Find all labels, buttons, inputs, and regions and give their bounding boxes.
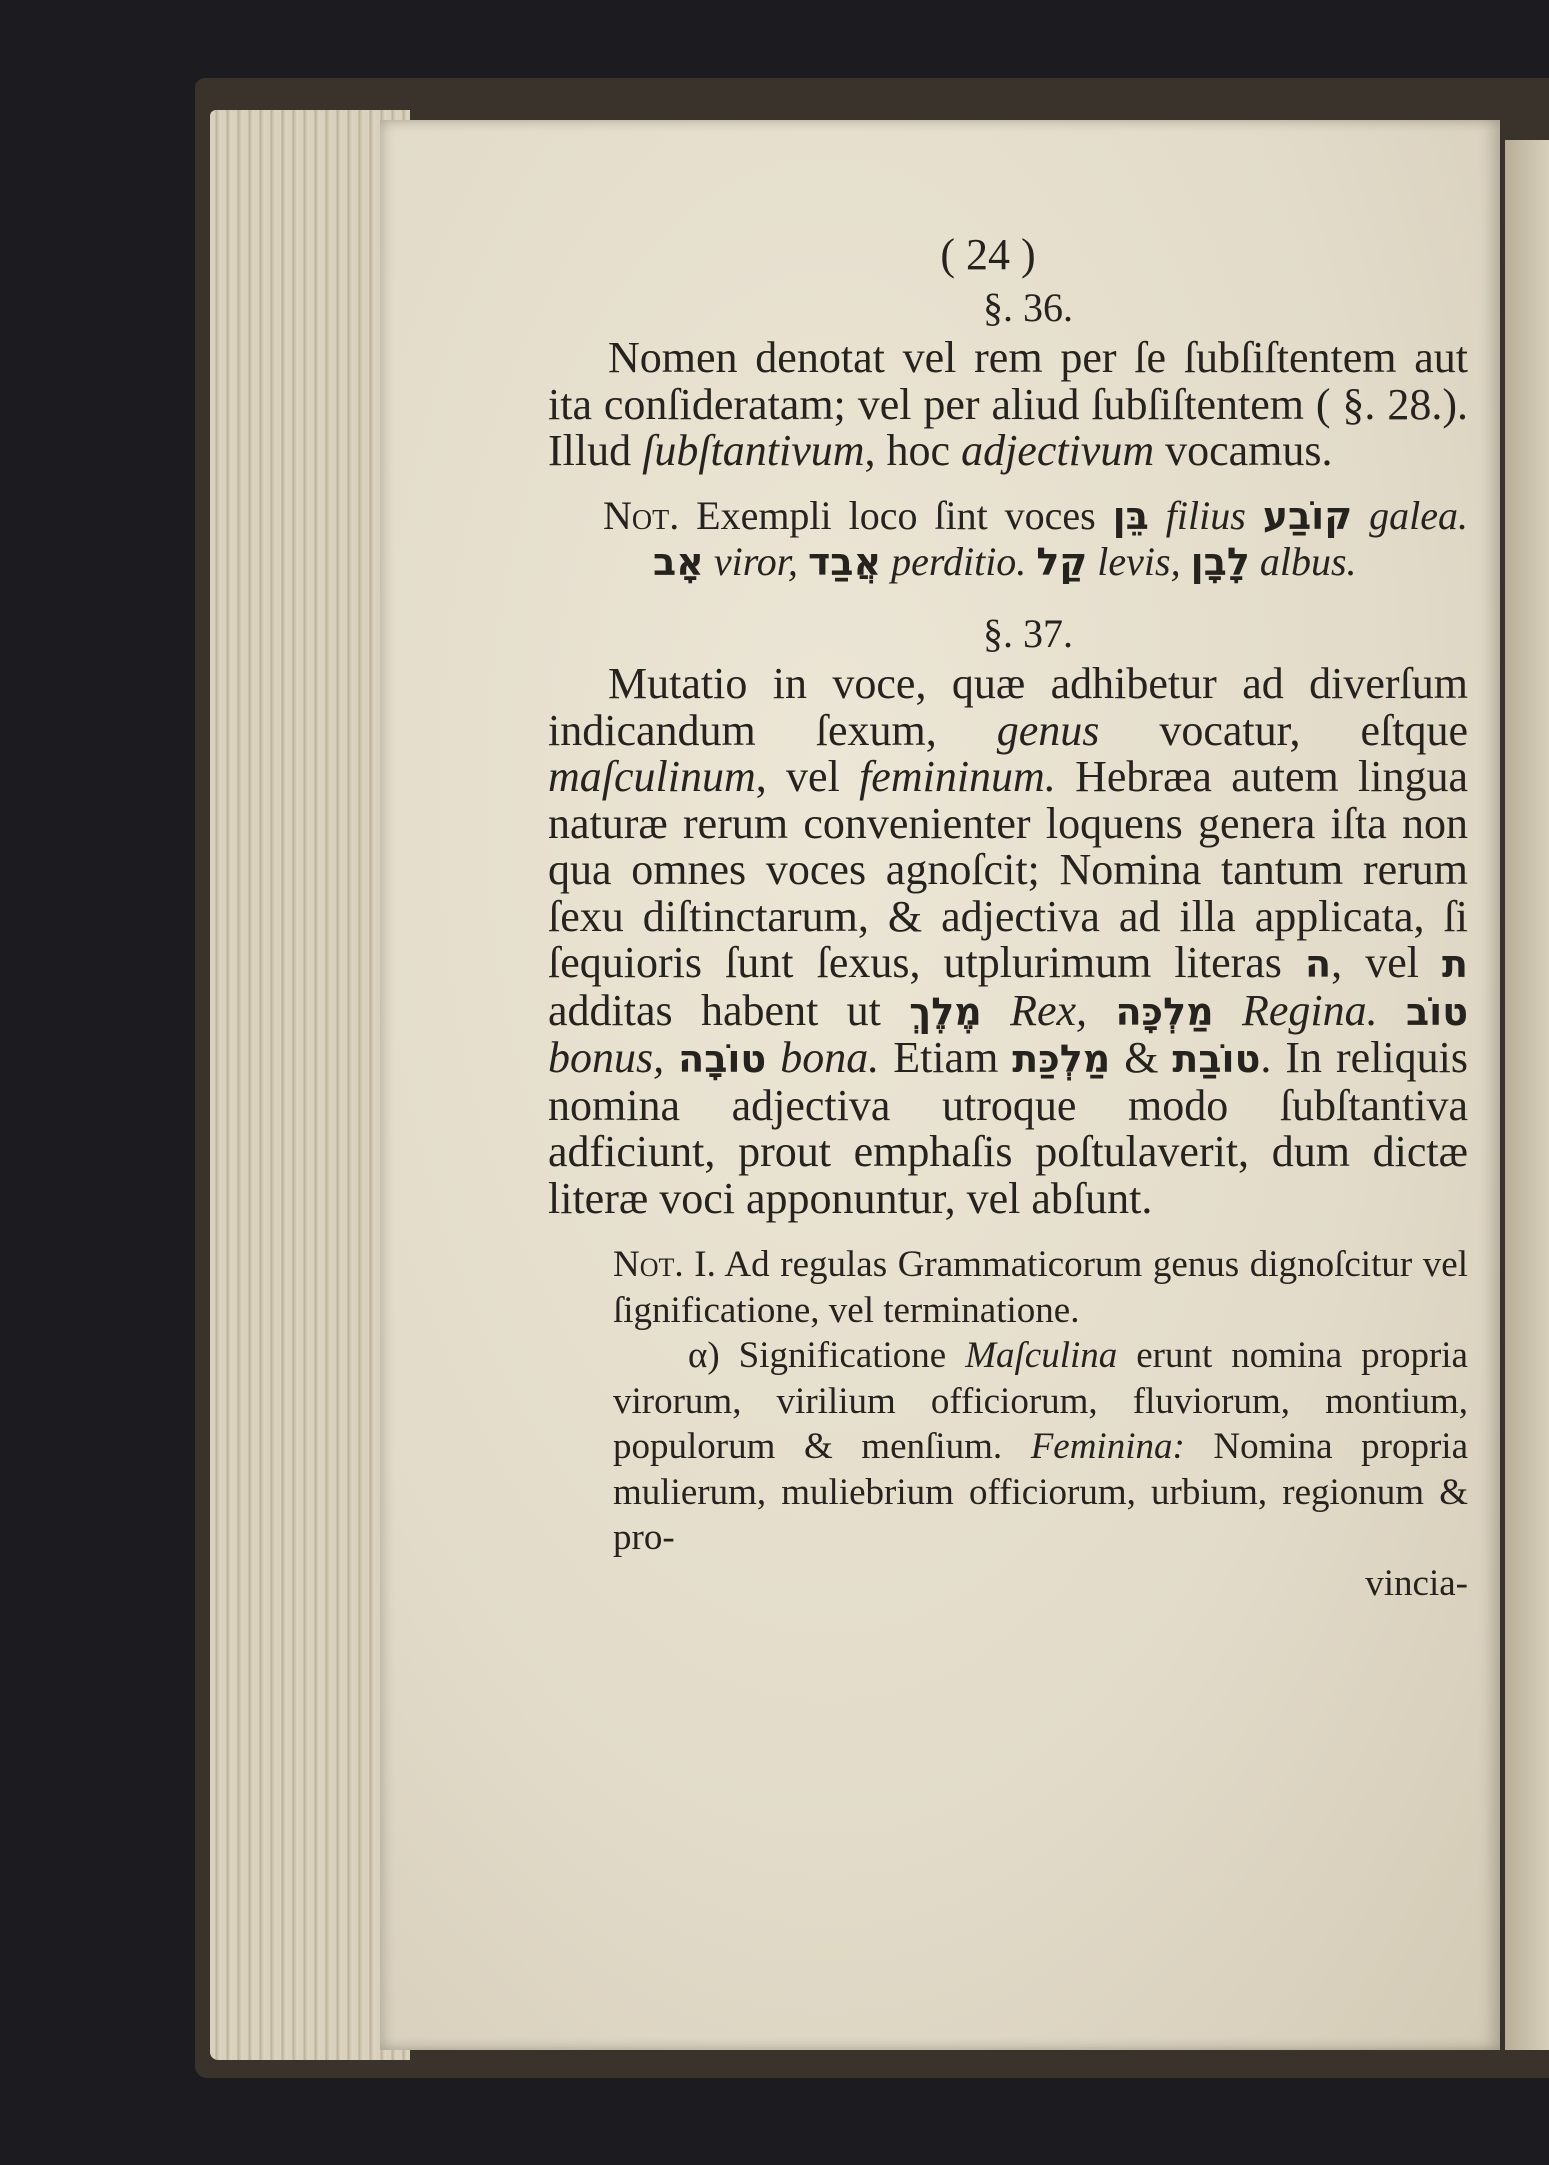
paragraph-37: Mutatio in voce, quæ adhibetur ad diverſum indicandum ſexum, genus vocatur, eſtque maſculinum, vel femininum. Hebræa autem lingua naturæ rerum convenienter loquens genera iſta non qua omnes voces agnoſcit; Nomina tantum rerum ſexu diſtinctarum, & adjectiva ad illa applicata, ſi ſequioris ſunt ſexus, utplurimum literas ה, vel ת additas habent ut מֶלֶךְ Rex, מַלְכָּה Regina. טוֹב bonus, טוֹבָה bona. Etiam מַלְכַּת & טוֹבַת. In reliquis nomina adjectiva utroque modo ſubſtantiva adficiunt, prout emphaſis poſtulaverit, dum dictæ literæ voci apponuntur, vel abſunt.: [548, 659, 1469, 1223]
note-36: Not. Exempli loco ſint voces בֵּן filius קוֹבַע galea. אָב viror, אֲבַד perditio. קַל levis, לָבָן albus.: [603, 492, 1468, 584]
catchword: vincia-: [1365, 1562, 1468, 1604]
facing-page-edge: [1505, 140, 1549, 2050]
section-heading-37: §. 37.: [983, 610, 1073, 656]
page-number: ( 24 ): [940, 230, 1036, 279]
page-text: [548, 232, 1468, 1606]
paragraph-36: Nomen denotat vel rem per ſe ſubſiſtentem aut ita conſideratam; vel per aliud ſubſiſtentem ( §. 28.). Illud ſubſtantivum, hoc adjectivum vocamus.: [548, 333, 1468, 475]
note-37: [613, 1242, 1468, 1606]
note-37-subpoint: α) Significatione Maſculina erunt nomina propria virorum, virilium officiorum, fluviorum, montium, populorum & menſium. Feminina: Nomina propria mulierum, muliebrium officiorum, urbium, regionum & pro-: [613, 1335, 1469, 1558]
section-heading-36: §. 36.: [983, 284, 1073, 330]
note-37-rule: Not. I. Ad regulas Grammaticorum genus dignoſcitur vel ſignificatione, vel terminatione.: [613, 1244, 1468, 1331]
